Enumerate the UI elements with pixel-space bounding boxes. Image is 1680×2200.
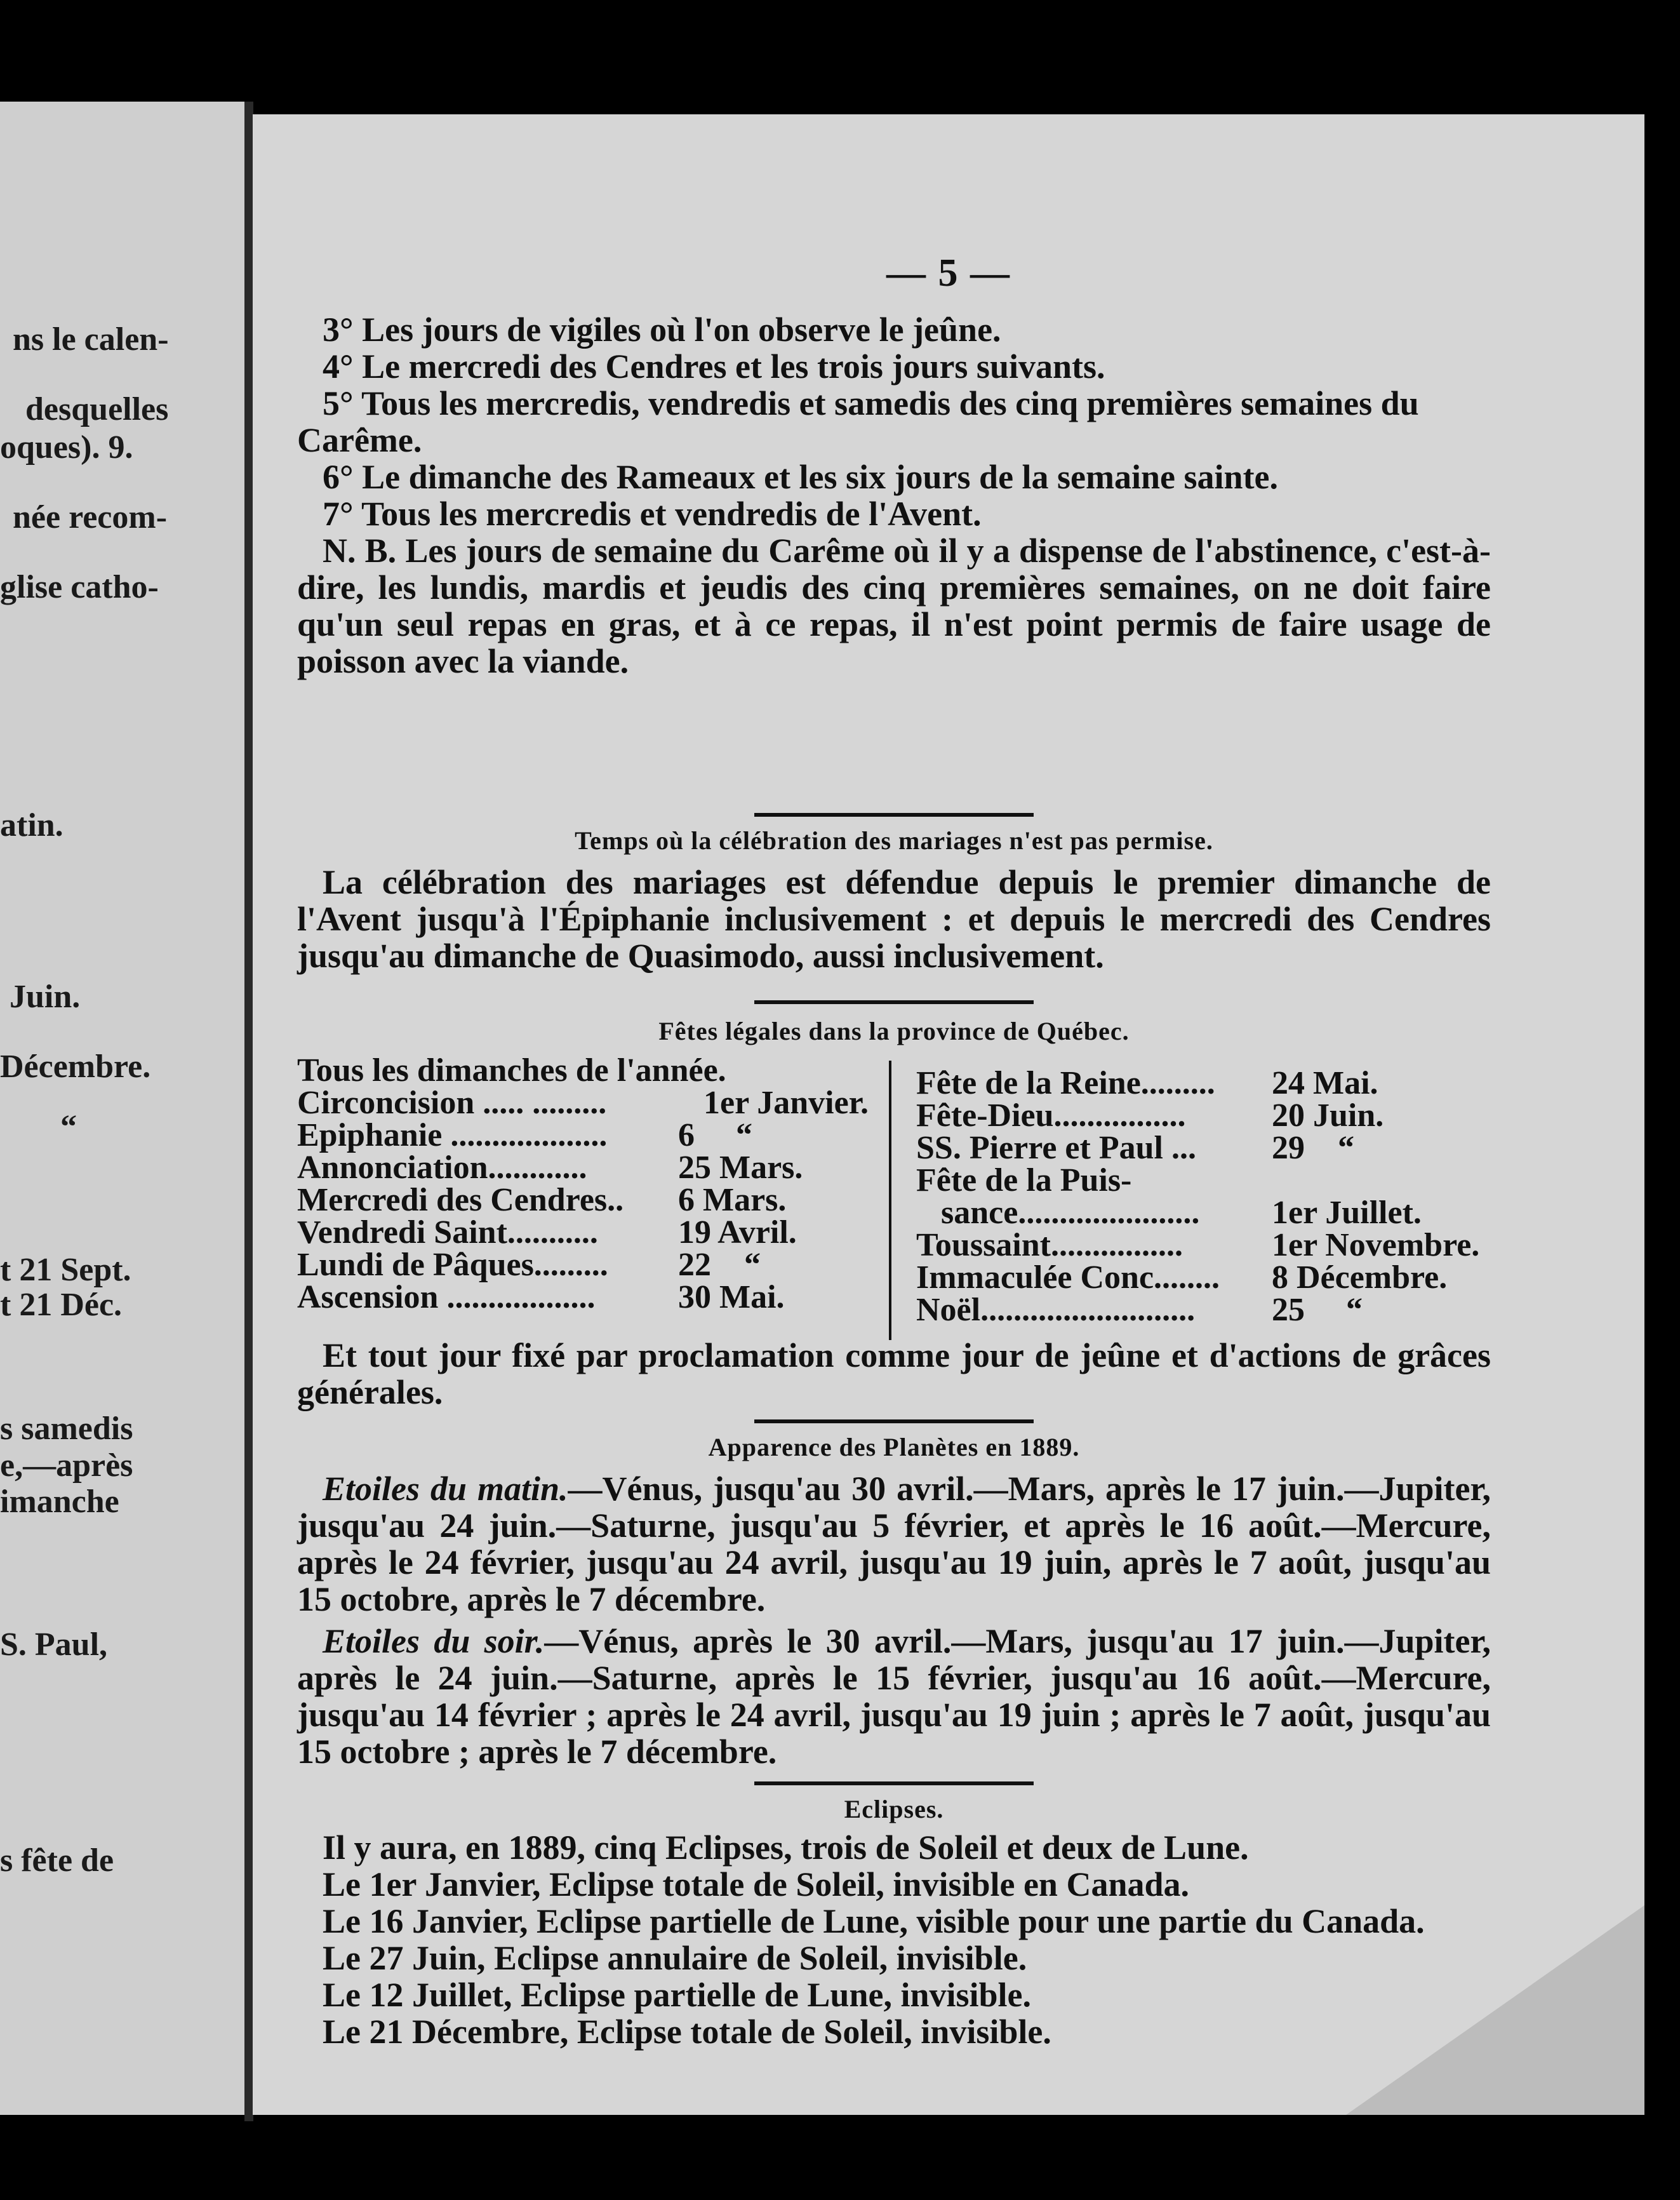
left-fragment-line: née recom- bbox=[13, 499, 168, 535]
fete-row bbox=[297, 1184, 869, 1216]
fete-name: Tous les dimanches de l'année. bbox=[297, 1052, 726, 1089]
fete-name: SS. Pierre et Paul ... bbox=[916, 1130, 1196, 1166]
fete-name: Noël.......................... bbox=[916, 1292, 1196, 1328]
left-fragment-line: imanche bbox=[0, 1484, 119, 1520]
document-page bbox=[253, 114, 1644, 2115]
fete-date: 6 Mars. bbox=[678, 1182, 787, 1218]
fete-date: 30 Mai. bbox=[678, 1279, 785, 1315]
etoiles-soir-text: —Vénus, après le 30 avril.—Mars, jusqu'au 17 juin.—Jupiter, après le 24 juin.—Saturne, après le 15 février, jusqu'au 16 août.—Mercure, jusqu'au 14 février ; après le 24 avril, jusqu'au 19 juin ; après le 7 août, jusqu'au 15 octobre ; après le 7 décembre. bbox=[297, 1622, 1491, 1771]
fete-name: Mercredi des Cendres.. bbox=[297, 1182, 624, 1218]
fete-row bbox=[916, 1067, 1488, 1099]
fete-date: 24 Mai. bbox=[1272, 1065, 1378, 1101]
fete-name: Immaculée Conc........ bbox=[916, 1259, 1220, 1296]
section-divider bbox=[754, 1419, 1034, 1423]
page-fold bbox=[244, 102, 253, 2121]
mariages-text: La célébration des mariages est défendue depuis le premier dimanche de l'Avent jusqu'à l'Épiphanie inclusivement : et depuis le mercredi des Cendres jusqu'au dimanche de Quasimodo, aussi inclusivement. bbox=[297, 863, 1491, 975]
left-fragment-line: t 21 Déc. bbox=[0, 1287, 123, 1323]
section-heading-planetes: Apparence des Planètes en 1889. bbox=[708, 1433, 1080, 1461]
section-heading-eclipses: Eclipses. bbox=[844, 1795, 944, 1823]
fete-date: 22 “ bbox=[678, 1247, 761, 1283]
left-fragment-line: oques). 9. bbox=[0, 429, 133, 466]
fete-name: Annonciation............ bbox=[297, 1150, 587, 1186]
fete-date: 6 “ bbox=[678, 1117, 752, 1153]
fete-row bbox=[916, 1294, 1488, 1326]
fete-row bbox=[297, 1216, 869, 1249]
left-fragment-line: desquelles bbox=[25, 391, 169, 427]
fete-name: Epiphanie ................... bbox=[297, 1117, 608, 1153]
fete-row bbox=[297, 1249, 869, 1281]
fete-name: Toussaint................ bbox=[916, 1227, 1183, 1263]
fete-row bbox=[297, 1281, 869, 1313]
fete-row bbox=[916, 1099, 1488, 1132]
fete-name: Fête de la Reine......... bbox=[916, 1065, 1215, 1101]
etoiles-soir bbox=[297, 1623, 1491, 1770]
eclipse-line: Le 1er Janvier, Eclipse totale de Soleil, invisible en Canada. bbox=[323, 1865, 1190, 1903]
fete-name: Circoncision ..... ......... bbox=[297, 1085, 607, 1121]
fete-date: 29 “ bbox=[1272, 1130, 1354, 1166]
etoiles-matin-text: —Vénus, jusqu'au 30 avril.—Mars, après le 17 juin.—Jupiter, jusqu'au 24 juin.—Saturne, jusqu'au 5 février, et après le 16 août.—Mercure, après le 24 février, jusqu'au 24 avril, jusqu'au 19 juin, après le 7 août, jusqu'au 15 octobre, après le 7 décembre. bbox=[297, 1470, 1491, 1618]
fete-name: Vendredi Saint........... bbox=[297, 1214, 598, 1251]
adjacent-page-fragment bbox=[0, 102, 249, 2115]
fete-name: Fête-Dieu................ bbox=[916, 1097, 1186, 1134]
eclipse-line: Le 27 Juin, Eclipse annulaire de Soleil, invisible. bbox=[323, 1939, 1027, 1977]
fete-date: 1er Janvier. bbox=[703, 1085, 869, 1121]
fetes-right-column bbox=[916, 1067, 1488, 1326]
fete-row bbox=[297, 1054, 869, 1087]
fete-row bbox=[916, 1261, 1488, 1294]
fete-row bbox=[916, 1164, 1488, 1197]
fete-row bbox=[916, 1132, 1488, 1164]
left-fragment-line: atin. bbox=[0, 807, 63, 843]
left-fragment-line: s fête de bbox=[0, 1842, 114, 1879]
fete-row bbox=[297, 1087, 869, 1119]
fete-date: 20 Juin. bbox=[1272, 1097, 1384, 1134]
left-fragment-line: Décembre. bbox=[0, 1049, 151, 1085]
fete-date: 1er Novembre. bbox=[1272, 1227, 1480, 1263]
fete-row bbox=[297, 1119, 869, 1151]
fete-date: 19 Avril. bbox=[678, 1214, 797, 1251]
abstinence-item: 6° Le dimanche des Rameaux et les six jours de la semaine sainte. bbox=[323, 458, 1279, 496]
left-fragment-line: S. Paul, bbox=[0, 1627, 108, 1663]
eclipse-line: Il y aura, en 1889, cinq Eclipses, trois de Soleil et deux de Lune. bbox=[323, 1828, 1249, 1867]
fete-name: Ascension .................. bbox=[297, 1279, 596, 1315]
section-heading-fetes: Fêtes légales dans la province de Québec. bbox=[658, 1017, 1130, 1045]
folded-corner bbox=[1346, 1905, 1644, 2115]
eclipse-line: Le 12 Juillet, Eclipse partielle de Lune, invisible. bbox=[323, 1976, 1032, 2014]
etoiles-soir-label: Etoiles du soir. bbox=[323, 1622, 545, 1660]
etoiles-matin bbox=[297, 1470, 1491, 1618]
left-fragment-line: glise catho- bbox=[0, 569, 159, 605]
fete-date: 8 Décembre. bbox=[1272, 1259, 1448, 1296]
section-divider bbox=[754, 813, 1034, 817]
fetes-left-column bbox=[297, 1054, 869, 1313]
section-divider bbox=[754, 1000, 1034, 1004]
fetes-footer: Et tout jour fixé par proclamation comme jour de jeûne et d'actions de grâces générales. bbox=[297, 1336, 1491, 1411]
abstinence-item: 5° Tous les mercredis, vendredis et samedis des cinq premières semaines du Carême. bbox=[297, 384, 1419, 459]
fete-row bbox=[297, 1151, 869, 1184]
fete-date: 25 Mars. bbox=[678, 1150, 803, 1186]
fete-name: sance...................... bbox=[916, 1195, 1200, 1231]
abstinence-item: 7° Tous les mercredis et vendredis de l'Avent. bbox=[323, 495, 982, 533]
abstinence-section bbox=[297, 311, 1491, 680]
eclipses-section bbox=[297, 1829, 1491, 2050]
etoiles-matin-label: Etoiles du matin. bbox=[323, 1470, 568, 1508]
fete-date: 25 “ bbox=[1272, 1292, 1363, 1328]
eclipse-line: Le 16 Janvier, Eclipse partielle de Lune, visible pour une partie du Canada. bbox=[323, 1902, 1425, 1940]
column-divider bbox=[889, 1061, 891, 1340]
left-fragment-line: ns le calen- bbox=[13, 321, 169, 358]
nota-bene: N. B. Les jours de semaine du Carême où il y a dispense de l'abstinence, c'est-à-dire, les lundis, mardis et jeudis des cinq premières semaines, on ne doit faire qu'un seul repas en gras, et à ce repas, il n'est point permis de faire usage de poisson avec la viande. bbox=[297, 532, 1491, 680]
section-heading-mariages: Temps où la célébration des mariages n'est pas permise. bbox=[575, 826, 1213, 855]
left-fragment-line: e,—après bbox=[0, 1447, 133, 1484]
fete-name: Lundi de Pâques......... bbox=[297, 1247, 608, 1283]
fete-date: 1er Juillet. bbox=[1272, 1195, 1422, 1231]
fete-name: Fête de la Puis- bbox=[916, 1162, 1132, 1198]
abstinence-item: 4° Le mercredi des Cendres et les trois jours suivants. bbox=[323, 347, 1105, 386]
fete-row bbox=[916, 1197, 1488, 1229]
eclipse-line: Le 21 Décembre, Eclipse totale de Soleil, invisible. bbox=[323, 2013, 1051, 2051]
page-number: — 5 — bbox=[886, 252, 1011, 295]
left-fragment-line: “ bbox=[60, 1109, 77, 1145]
fete-row bbox=[916, 1229, 1488, 1261]
left-fragment-line: t 21 Sept. bbox=[0, 1252, 131, 1288]
left-fragment-line: Juin. bbox=[10, 979, 81, 1015]
abstinence-item: 3° Les jours de vigiles où l'on observe le jeûne. bbox=[323, 311, 1001, 349]
left-fragment-line: s samedis bbox=[0, 1411, 133, 1447]
section-divider bbox=[754, 1781, 1034, 1785]
